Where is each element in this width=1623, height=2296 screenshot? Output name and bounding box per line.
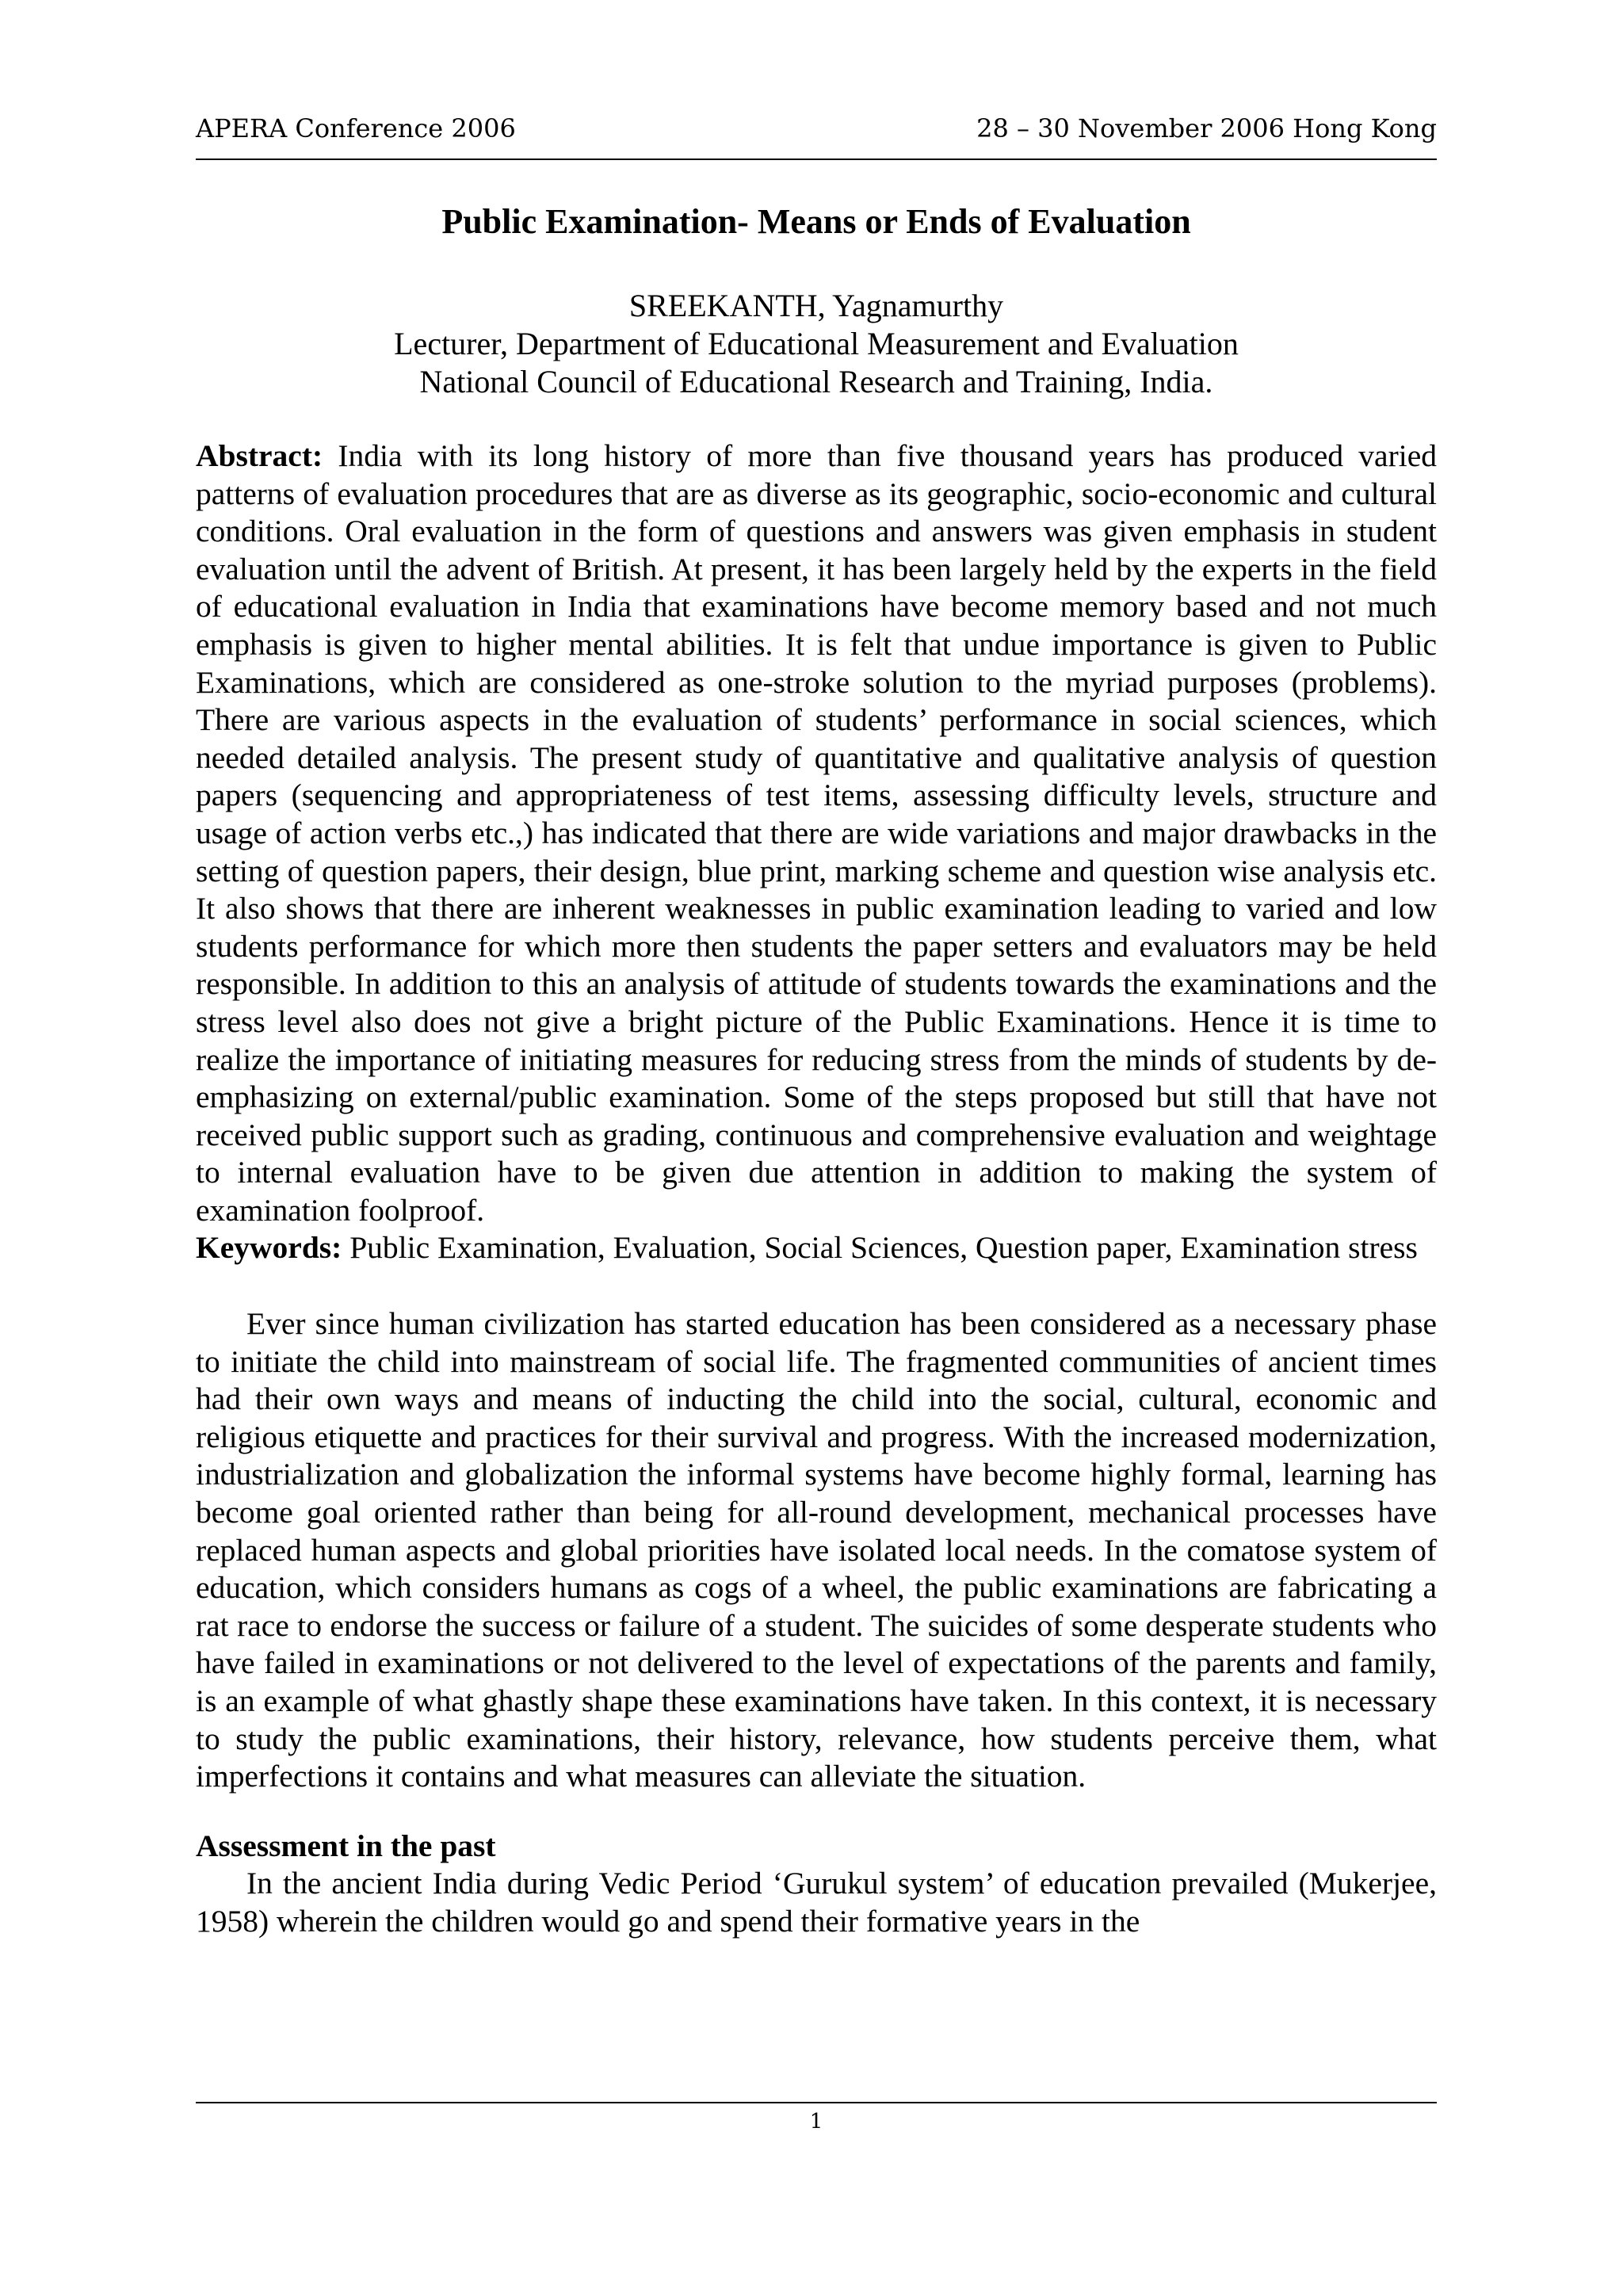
footer-divider — [196, 2102, 1437, 2103]
section-heading: Assessment in the past — [196, 1828, 496, 1863]
header-conference: APERA Conference 2006 — [196, 113, 516, 143]
page-number: 1 — [809, 2110, 823, 2134]
author-name: SREEKANTH, Yagnamurthy — [628, 288, 1004, 323]
keywords — [196, 1229, 1437, 1267]
header-divider — [196, 159, 1437, 160]
paper-title: Public Examination- Means or Ends of Evaluation — [441, 202, 1191, 241]
intro-paragraph: Ever since human civilization has started education has been considered as a necessary phase to initiate the child into mainstream of social life. The fragmented communities of ancient times had their own ways and means of inducting the child into the social, cultural, economic and religious etiquette and practices for their survival and progress. With the increased modernization, industrialization and globalization the informal systems have become highly formal, learning has become goal oriented rather than being for all-round development, mechanical processes have replaced human aspects and global priorities have isolated local needs. In the comatose system of education, which considers humans as cogs of a wheel, the public examinations are fabricating a rat race to endorse the success or failure of a student. The suicides of some desperate students who have failed in examinations or not delivered to the level of expectations of the parents and family, is an example of what ghastly shape these examinations have taken. In this context, it is necessary to study the public examinations, their history, relevance, how students perceive them, what imperfections it contains and what measures can alleviate the situation. — [196, 1306, 1437, 1794]
paper-body — [196, 437, 1437, 1941]
author-position: Lecturer, Department of Educational Measurement and Evaluation — [394, 326, 1239, 361]
abstract-label: Abstract: — [196, 438, 323, 473]
spacer — [196, 1267, 1437, 1305]
keywords-label: Keywords: — [196, 1230, 342, 1266]
spacer — [196, 1796, 1437, 1828]
author-block — [196, 287, 1437, 401]
abstract-text: India with its long history of more than five thousand years has produced varied patterns of evaluation procedures that are as diverse as its geographic, socio-economic and cultural conditions. Oral evaluation in the form of questions and answers was given emphasis in student evaluation until the advent of British. At present, it has been largely held by the experts in the field of educational evaluation in India that examinations have become memory based and not much emphasis is given to higher mental abilities. It is felt that undue importance is given to Public Examinations, which are considered as one-stroke solution to the myriad purposes (problems). There are various aspects in the evaluation of students’ performance in social sciences, which needed detailed analysis. The present study of quantitative and qualitative analysis of question papers (sequencing and appropriateness of test items, assessing difficulty levels, structure and usage of action verbs etc.,) has indicated that there are wide variations and major drawbacks in the setting of question papers, their design, blue print, marking scheme and question wise analysis etc. It also shows that there are inherent weaknesses in public examination leading to varied and low students performance for which more then students the paper setters and evaluators may be held responsible. In addition to this an analysis of attitude of students towards the examinations and the stress level also does not give a bright picture of the Public Examinations. Hence it is time to realize the importance of initiating measures for reducing stress from the minds of students by de-emphasizing on external/public examination. Some of the steps proposed but still that have not received public support such as grading, continuous and comprehensive evaluation and weightage to internal evaluation have to be given due attention in addition to making the system of examination foolproof. — [196, 438, 1437, 1228]
keywords-text: Public Examination, Evaluation, Social Sciences, Question paper, Examination stress — [349, 1230, 1418, 1266]
header-date-location: 28 – 30 November 2006 Hong Kong — [976, 113, 1437, 143]
section-paragraph: In the ancient India during Vedic Period ‘Gurukul system’ of education prevailed (Mukerjee, 1958) wherein the children would go and spend their formative years in the — [196, 1866, 1437, 1939]
author-institution: National Council of Educational Research and Training, India. — [419, 364, 1213, 399]
abstract — [196, 437, 1437, 1229]
running-header — [196, 113, 1437, 144]
